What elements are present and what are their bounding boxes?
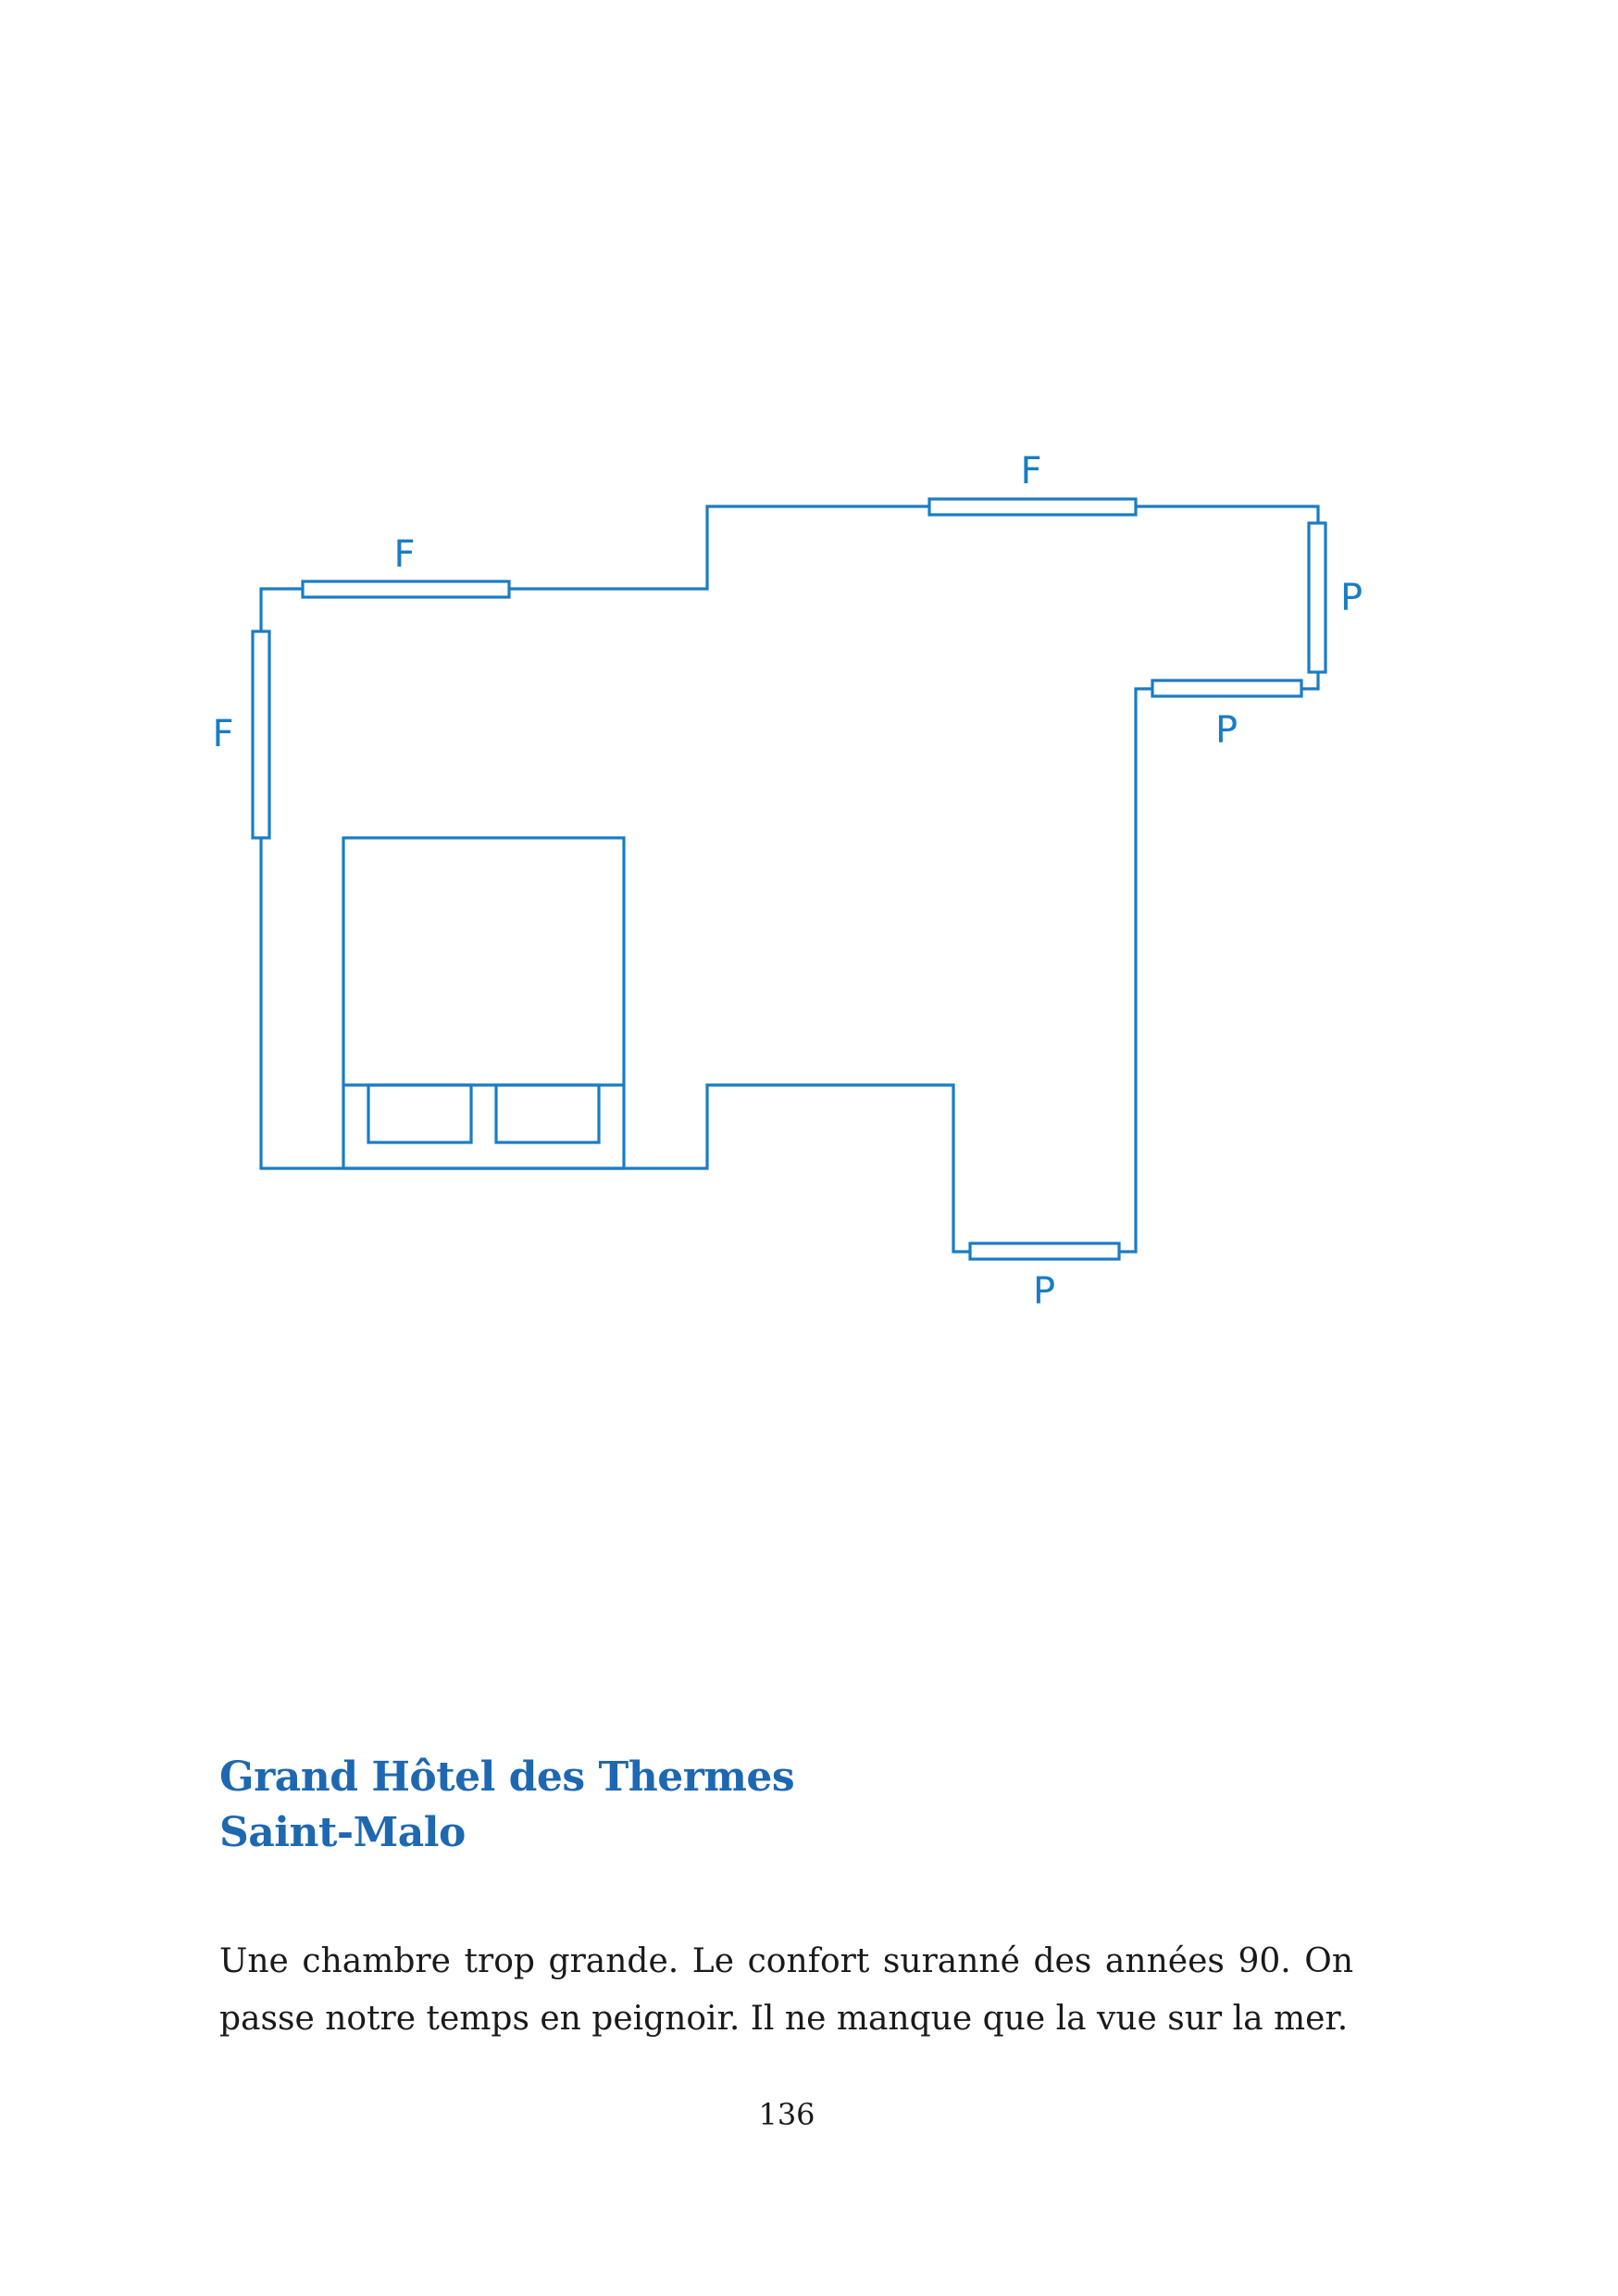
door-bottom: [970, 1243, 1119, 1259]
window-left-wall: [253, 631, 269, 838]
door-right-horizontal: [1152, 680, 1301, 696]
description-paragraph: Une chambre trop grande. Le confort suranné des années 90. On passe notre temps en peignoir. Il ne manque que la vue sur la mer.: [219, 1942, 1353, 2038]
room-outline-wall: [261, 506, 1318, 1252]
label-window-top-right: F: [1020, 450, 1042, 493]
label-door-bottom: P: [1032, 1270, 1056, 1313]
hotel-name: Grand Hôtel des Thermes: [219, 1753, 795, 1801]
label-window-top-left: F: [393, 533, 416, 576]
page-number: 136: [758, 2097, 815, 2132]
window-top-left: [303, 581, 509, 597]
bed: [343, 838, 624, 1168]
label-window-left-wall: F: [212, 713, 234, 755]
pillow-right: [496, 1085, 599, 1142]
label-door-right-vertical: P: [1339, 577, 1363, 619]
label-door-right-horizontal: P: [1214, 709, 1238, 752]
hotel-city: Saint-Malo: [219, 1809, 466, 1856]
door-right-vertical: [1309, 523, 1326, 672]
hotel-heading: [219, 1750, 794, 1861]
pillow-left: [368, 1085, 471, 1142]
window-top-right: [929, 499, 1136, 515]
